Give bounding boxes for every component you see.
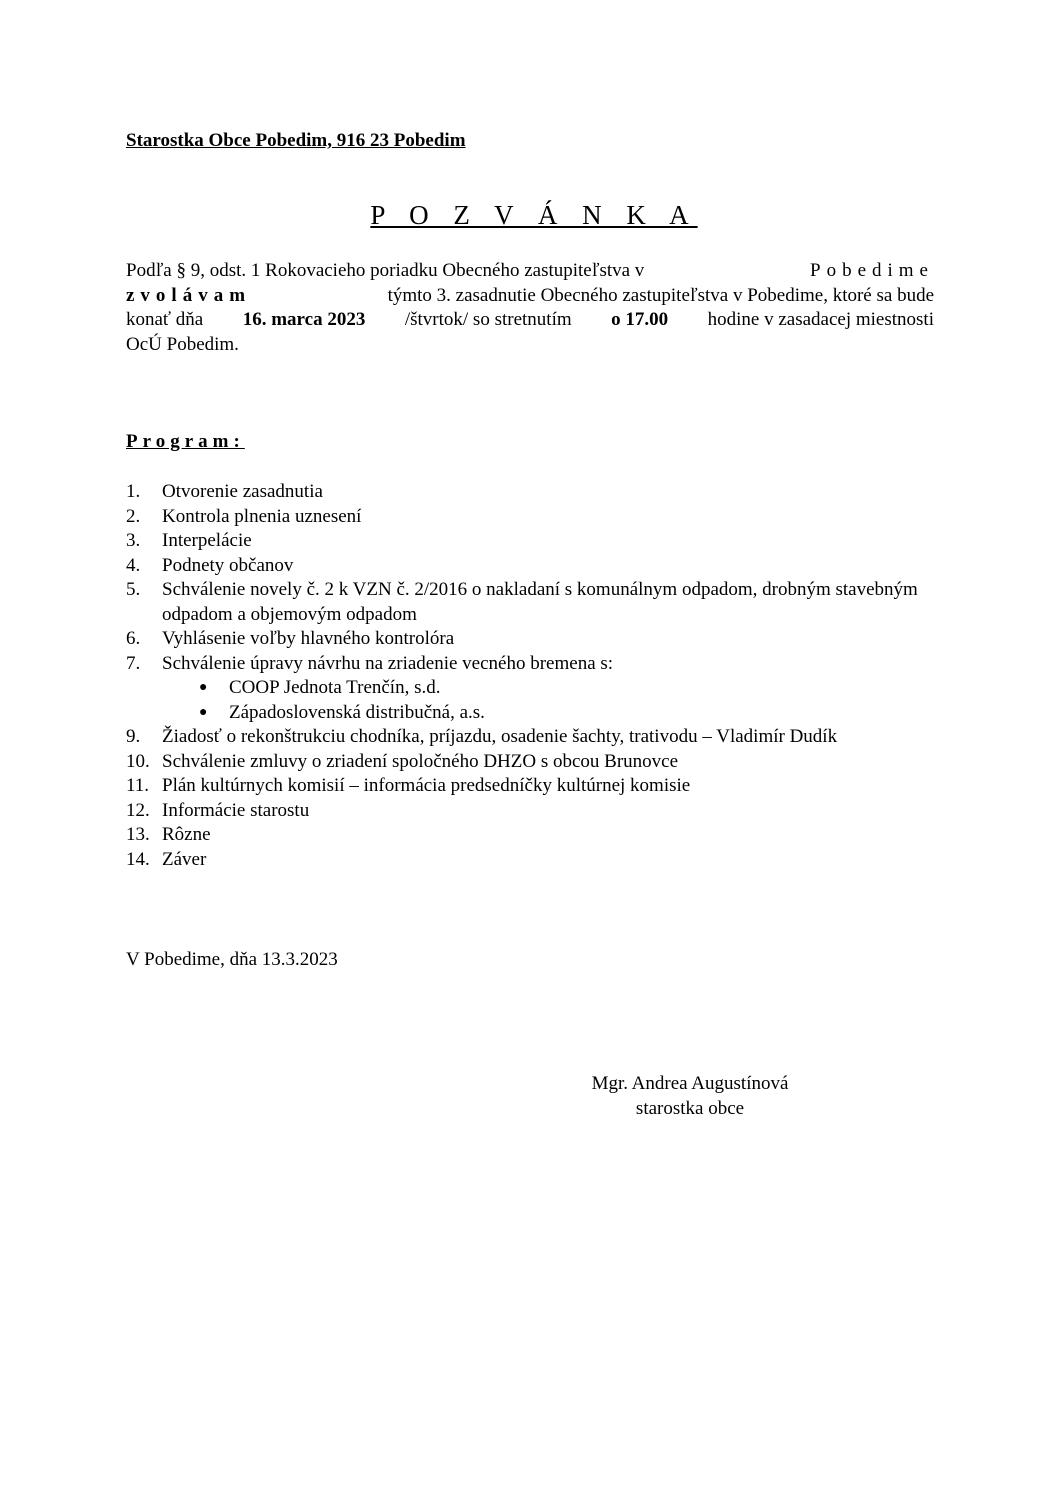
easement-party-list (126, 676, 956, 725)
document-title (0, 200, 1058, 230)
bullet-icon: ● (199, 704, 208, 720)
agenda-item: 1. Otvorenie zasadnutia (126, 481, 323, 502)
meeting-date: 16. marca 2023 (242, 309, 366, 330)
agenda-item: 6. Vyhlásenie voľby hlavného kontrolóra (126, 628, 455, 649)
agenda-item: 7. Schválenie úpravy návrhu na zriadenie vecného bremena s: (126, 652, 614, 674)
place-and-date: V Pobedime, dňa 13.3.2023 (126, 949, 338, 970)
agenda-item: 3. Interpelácie (126, 530, 252, 551)
agenda-item: 13. Rôzne (126, 824, 211, 845)
intro-line-3-a: konať dňa (126, 309, 204, 330)
intro-line-3 (126, 308, 934, 333)
easement-party: ● Západoslovenská distribučná, a.s. (126, 701, 956, 726)
agenda-subitems (126, 676, 956, 725)
agenda-item: 2. Kontrola plnenia uznesení (126, 505, 362, 527)
intro-convene-word: zvolávam (126, 284, 252, 306)
signature-block (560, 1072, 820, 1121)
intro-line-2 (126, 284, 934, 309)
invitation-intro (126, 259, 936, 357)
agenda-item: 12. Informácie starostu (126, 799, 310, 821)
intro-line-1-place: Pobedime (810, 260, 934, 281)
intro-line-1 (126, 259, 934, 284)
issuer-header: Starostka Obce Pobedim, 916 23 Pobedim (126, 130, 466, 151)
agenda-item: 4. Podnety občanov (126, 554, 294, 576)
program-heading: Program: (126, 431, 245, 452)
bullet-icon: ● (199, 680, 208, 695)
document-title-text: P O Z V Á N K A (370, 200, 698, 230)
signatory-name: Mgr. Andrea Augustínová (591, 1073, 789, 1094)
intro-line-1-prefix: Podľa § 9, odst. 1 Rokovacieho poriadku Obecného zastupiteľstva v (126, 260, 645, 281)
signatory-role: starostka obce (635, 1097, 745, 1119)
agenda-item: 5. Schválenie novely č. 2 k VZN č. 2/2016 o nakladaní s komunálnym odpadom, drobným stavebným odpadom a objemovým odpadom (126, 579, 918, 625)
intro-line-3-b: /štvrtok/ so stretnutím (404, 309, 572, 330)
intro-line-2-rest: týmto 3. zasadnutie Obecného zastupiteľstva v Pobedime, ktoré sa bude (387, 284, 934, 306)
agenda-item: 10. Schválenie zmluvy o zriadení spoločného DHZO s obcou Brunovce (126, 750, 679, 772)
meeting-time: o 17.00 (611, 309, 669, 330)
agenda-item: 9. Žiadosť o rekonštrukciu chodníka, príjazdu, osadenie šachty, trativodu – Vladimír Dudík (126, 726, 838, 747)
intro-line-3-c: hodine v zasadacej miestnosti (707, 309, 934, 330)
agenda-item: 14. Záver (126, 848, 207, 870)
agenda-list (126, 480, 956, 872)
easement-party: ● COOP Jednota Trenčín, s.d. (126, 676, 956, 701)
agenda-item: 11. Plán kultúrnych komisií – informácia predsedníčky kultúrnej komisie (126, 775, 691, 796)
intro-line-4: OcÚ Pobedim. (126, 333, 239, 355)
